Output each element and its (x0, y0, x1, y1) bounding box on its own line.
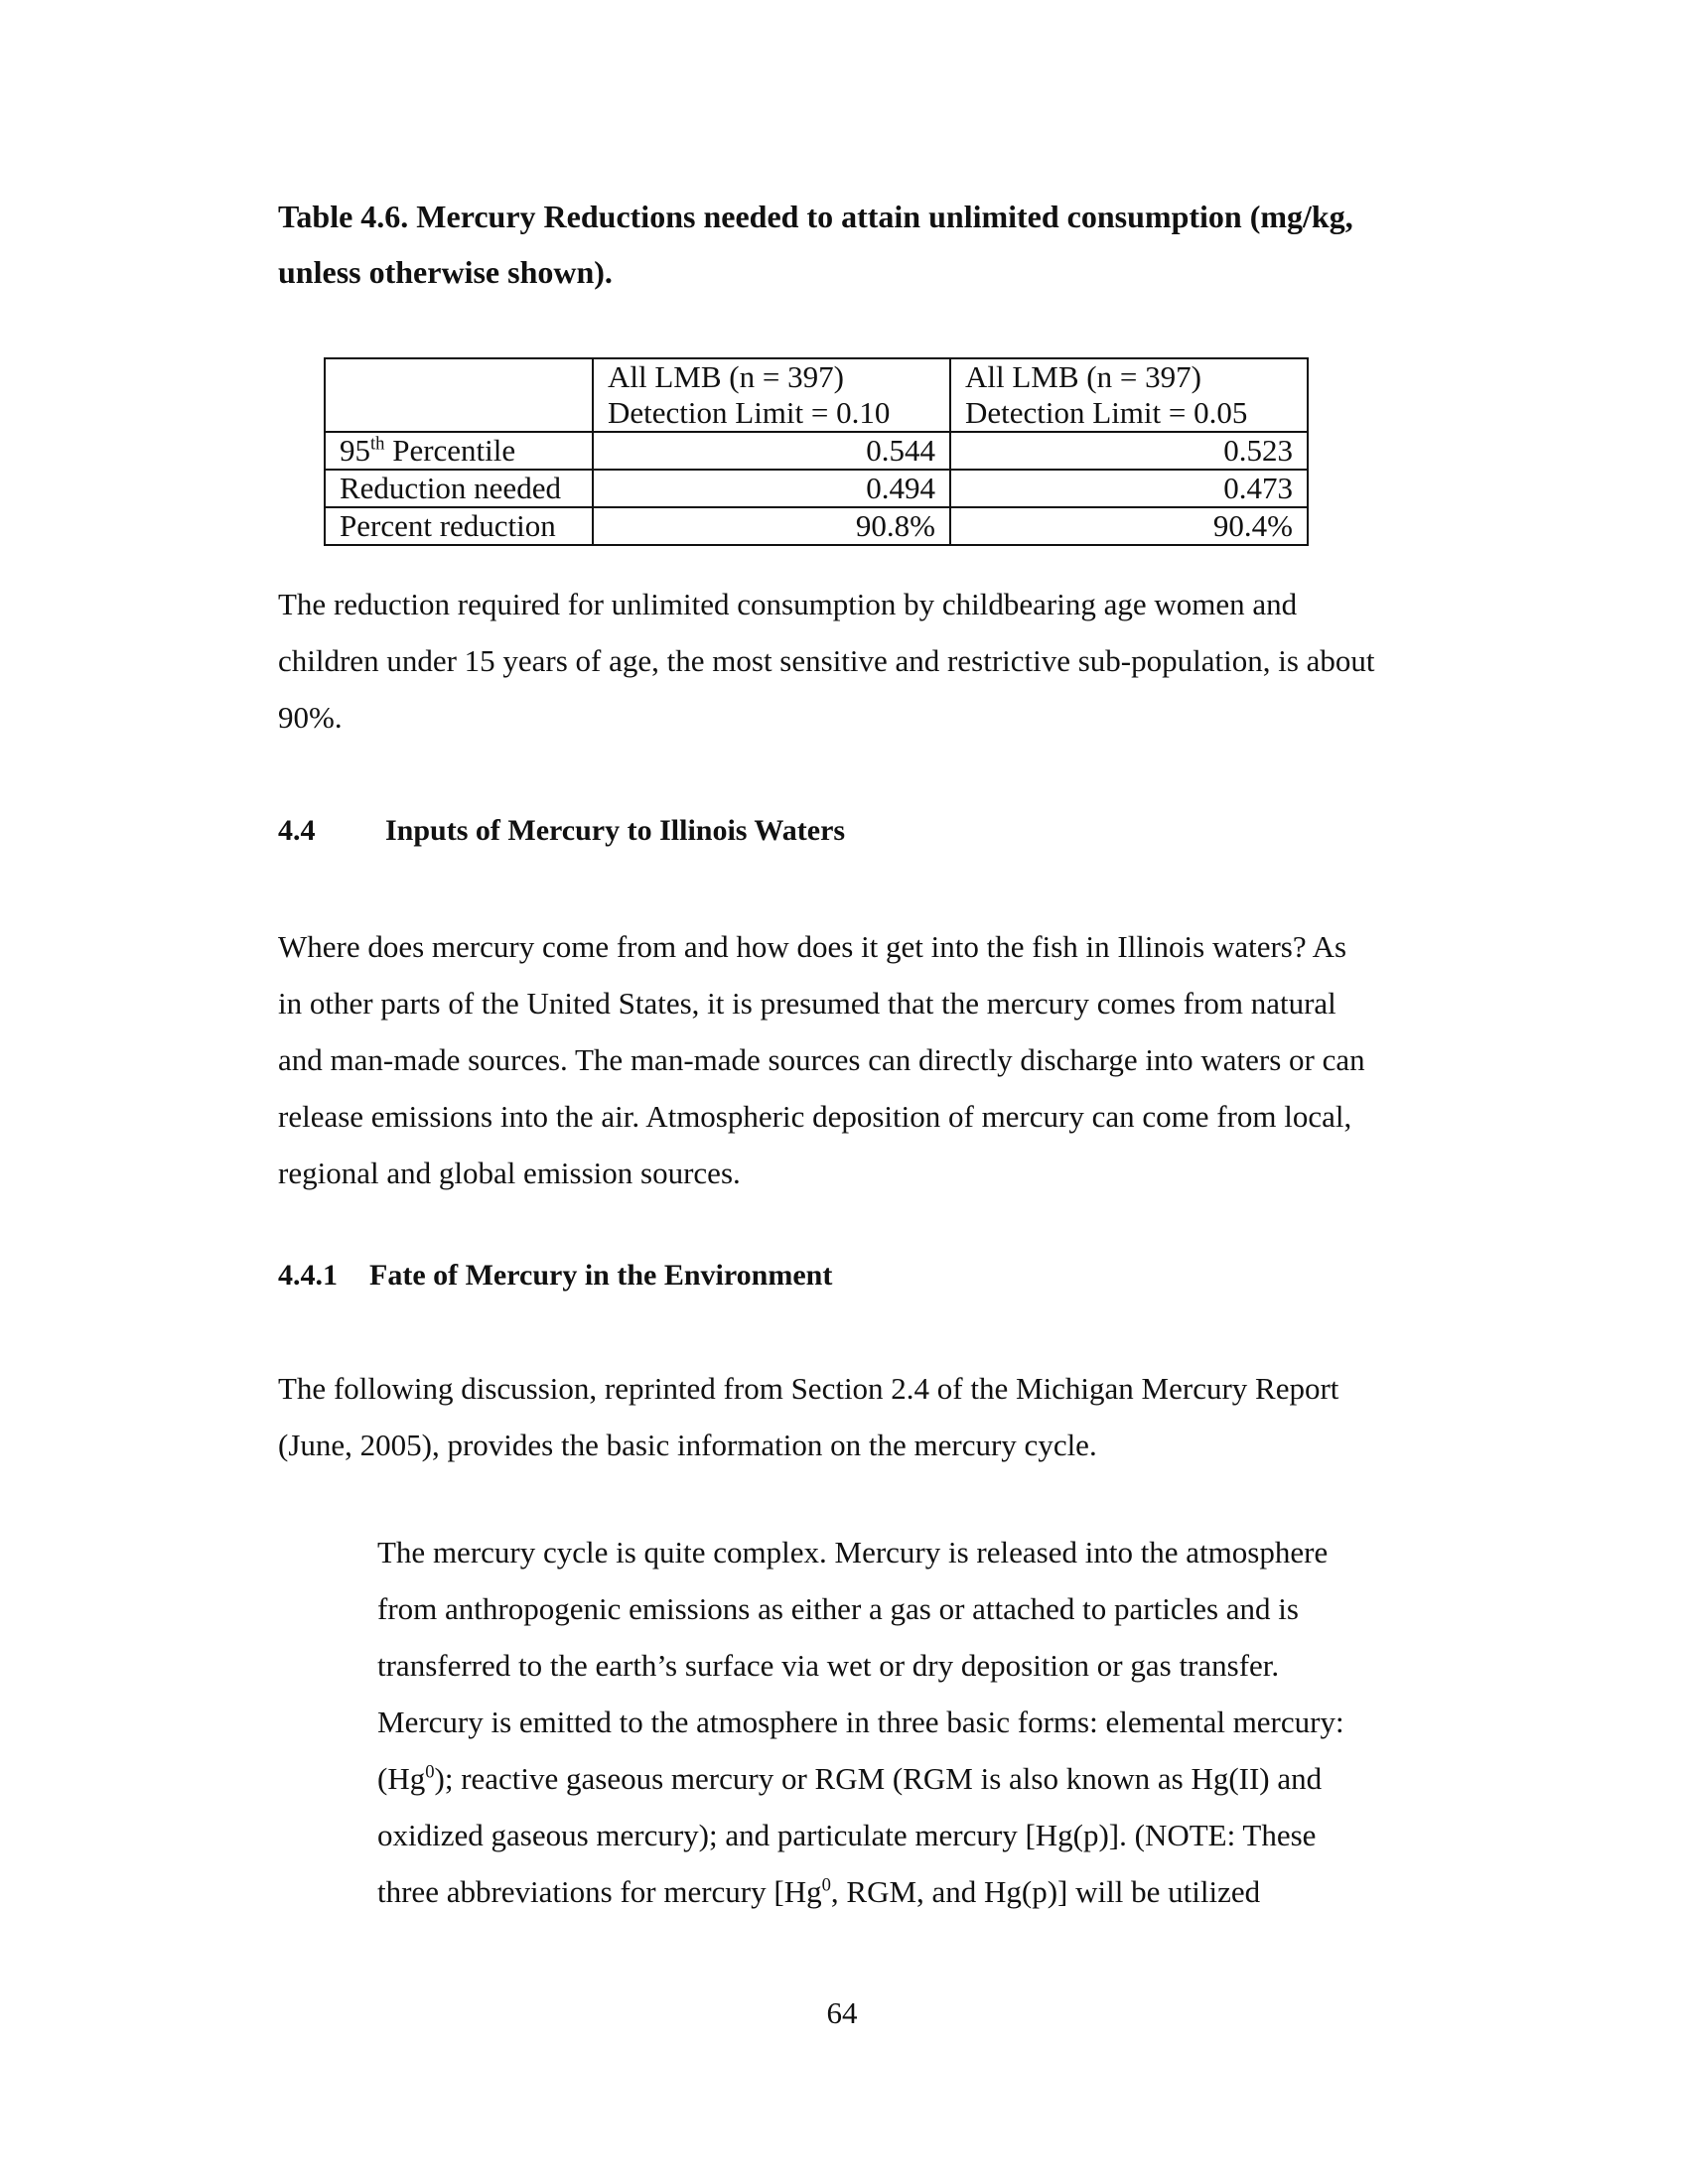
table-header-dl-005-line-1: All LMB (n = 397) (965, 359, 1201, 394)
paragraph-mercury-sources: Where does mercury come from and how does it get into the fish in Illinois waters? As in other parts of the United States, it is presumed that the mercury comes from natural and man-made sources. The man-made sources can directly discharge into waters or can release emissions into the air. Atmospheric deposition of mercury can come from local, regional and global emission sources. (278, 929, 1365, 1190)
paragraph-reduction-summary: The reduction required for unlimited consumption by childbearing age women and children under 15 years of age, the most sensitive and restrictive sub-population, is about 90%. (278, 587, 1375, 735)
table-caption-line-2: unless otherwise shown). (278, 254, 613, 290)
table-cell: 0.523 (950, 432, 1308, 470)
table-cell: 0.473 (950, 470, 1308, 507)
table-row (325, 470, 1308, 507)
table-header-dl-005-line-2: Detection Limit = 0.05 (965, 395, 1248, 430)
table-row-label: 95th Percentile (325, 432, 593, 470)
page-number: 64 (826, 1995, 858, 2030)
table-row (325, 432, 1308, 470)
table-header-dl-010 (593, 358, 950, 432)
mercury-reduction-table (324, 357, 1309, 546)
table-cell: 0.494 (593, 470, 950, 507)
table-cell: 90.4% (950, 507, 1308, 545)
table-row-label: Percent reduction (325, 507, 593, 545)
table-header-dl-005 (950, 358, 1308, 432)
paragraph-reprint-note: The following discussion, reprinted from Section 2.4 of the Michigan Mercury Report (June, 2005), provides the basic information on the mercury cycle. (278, 1371, 1339, 1462)
table-header-row (325, 358, 1308, 432)
table-row-label: Reduction needed (325, 470, 593, 507)
table-cell: 0.544 (593, 432, 950, 470)
table-caption-line-1: Table 4.6. Mercury Reductions needed to attain unlimited consumption (mg/kg, (278, 199, 1353, 234)
section-number: 4.4 (278, 814, 316, 847)
section-heading-4-4-1 (278, 1259, 832, 1293)
table-header-dl-010-line-2: Detection Limit = 0.10 (608, 395, 891, 430)
section-number: 4.4.1 (278, 1259, 338, 1292)
block-quote-mercury-cycle: The mercury cycle is quite complex. Mercury is released into the atmosphere from anthropogenic emissions as either a gas or attached to particles and is transferred to the earth’s surface via wet or dry deposition or gas transfer. Mercury is emitted to the atmosphere in three basic forms: elemental mercury: (Hg$^0$); reactive gaseous mercury or RGM (RGM is also known as Hg(II) and oxidized gaseous mercury); and particulate mercury [Hg(p)]. (NOTE: These three abbreviations for mercury [Hg$^0$, RGM, and Hg(p)] will be utilized (377, 1535, 1344, 1909)
table-header-empty (325, 358, 593, 432)
section-title: Fate of Mercury in the Environment (369, 1259, 833, 1292)
section-heading-4-4 (278, 814, 845, 848)
table-row (325, 507, 1308, 545)
section-title: Inputs of Mercury to Illinois Waters (385, 814, 846, 847)
table-caption (278, 189, 1470, 300)
table-cell: 90.8% (593, 507, 950, 545)
table-header-dl-010-line-1: All LMB (n = 397) (608, 359, 844, 394)
